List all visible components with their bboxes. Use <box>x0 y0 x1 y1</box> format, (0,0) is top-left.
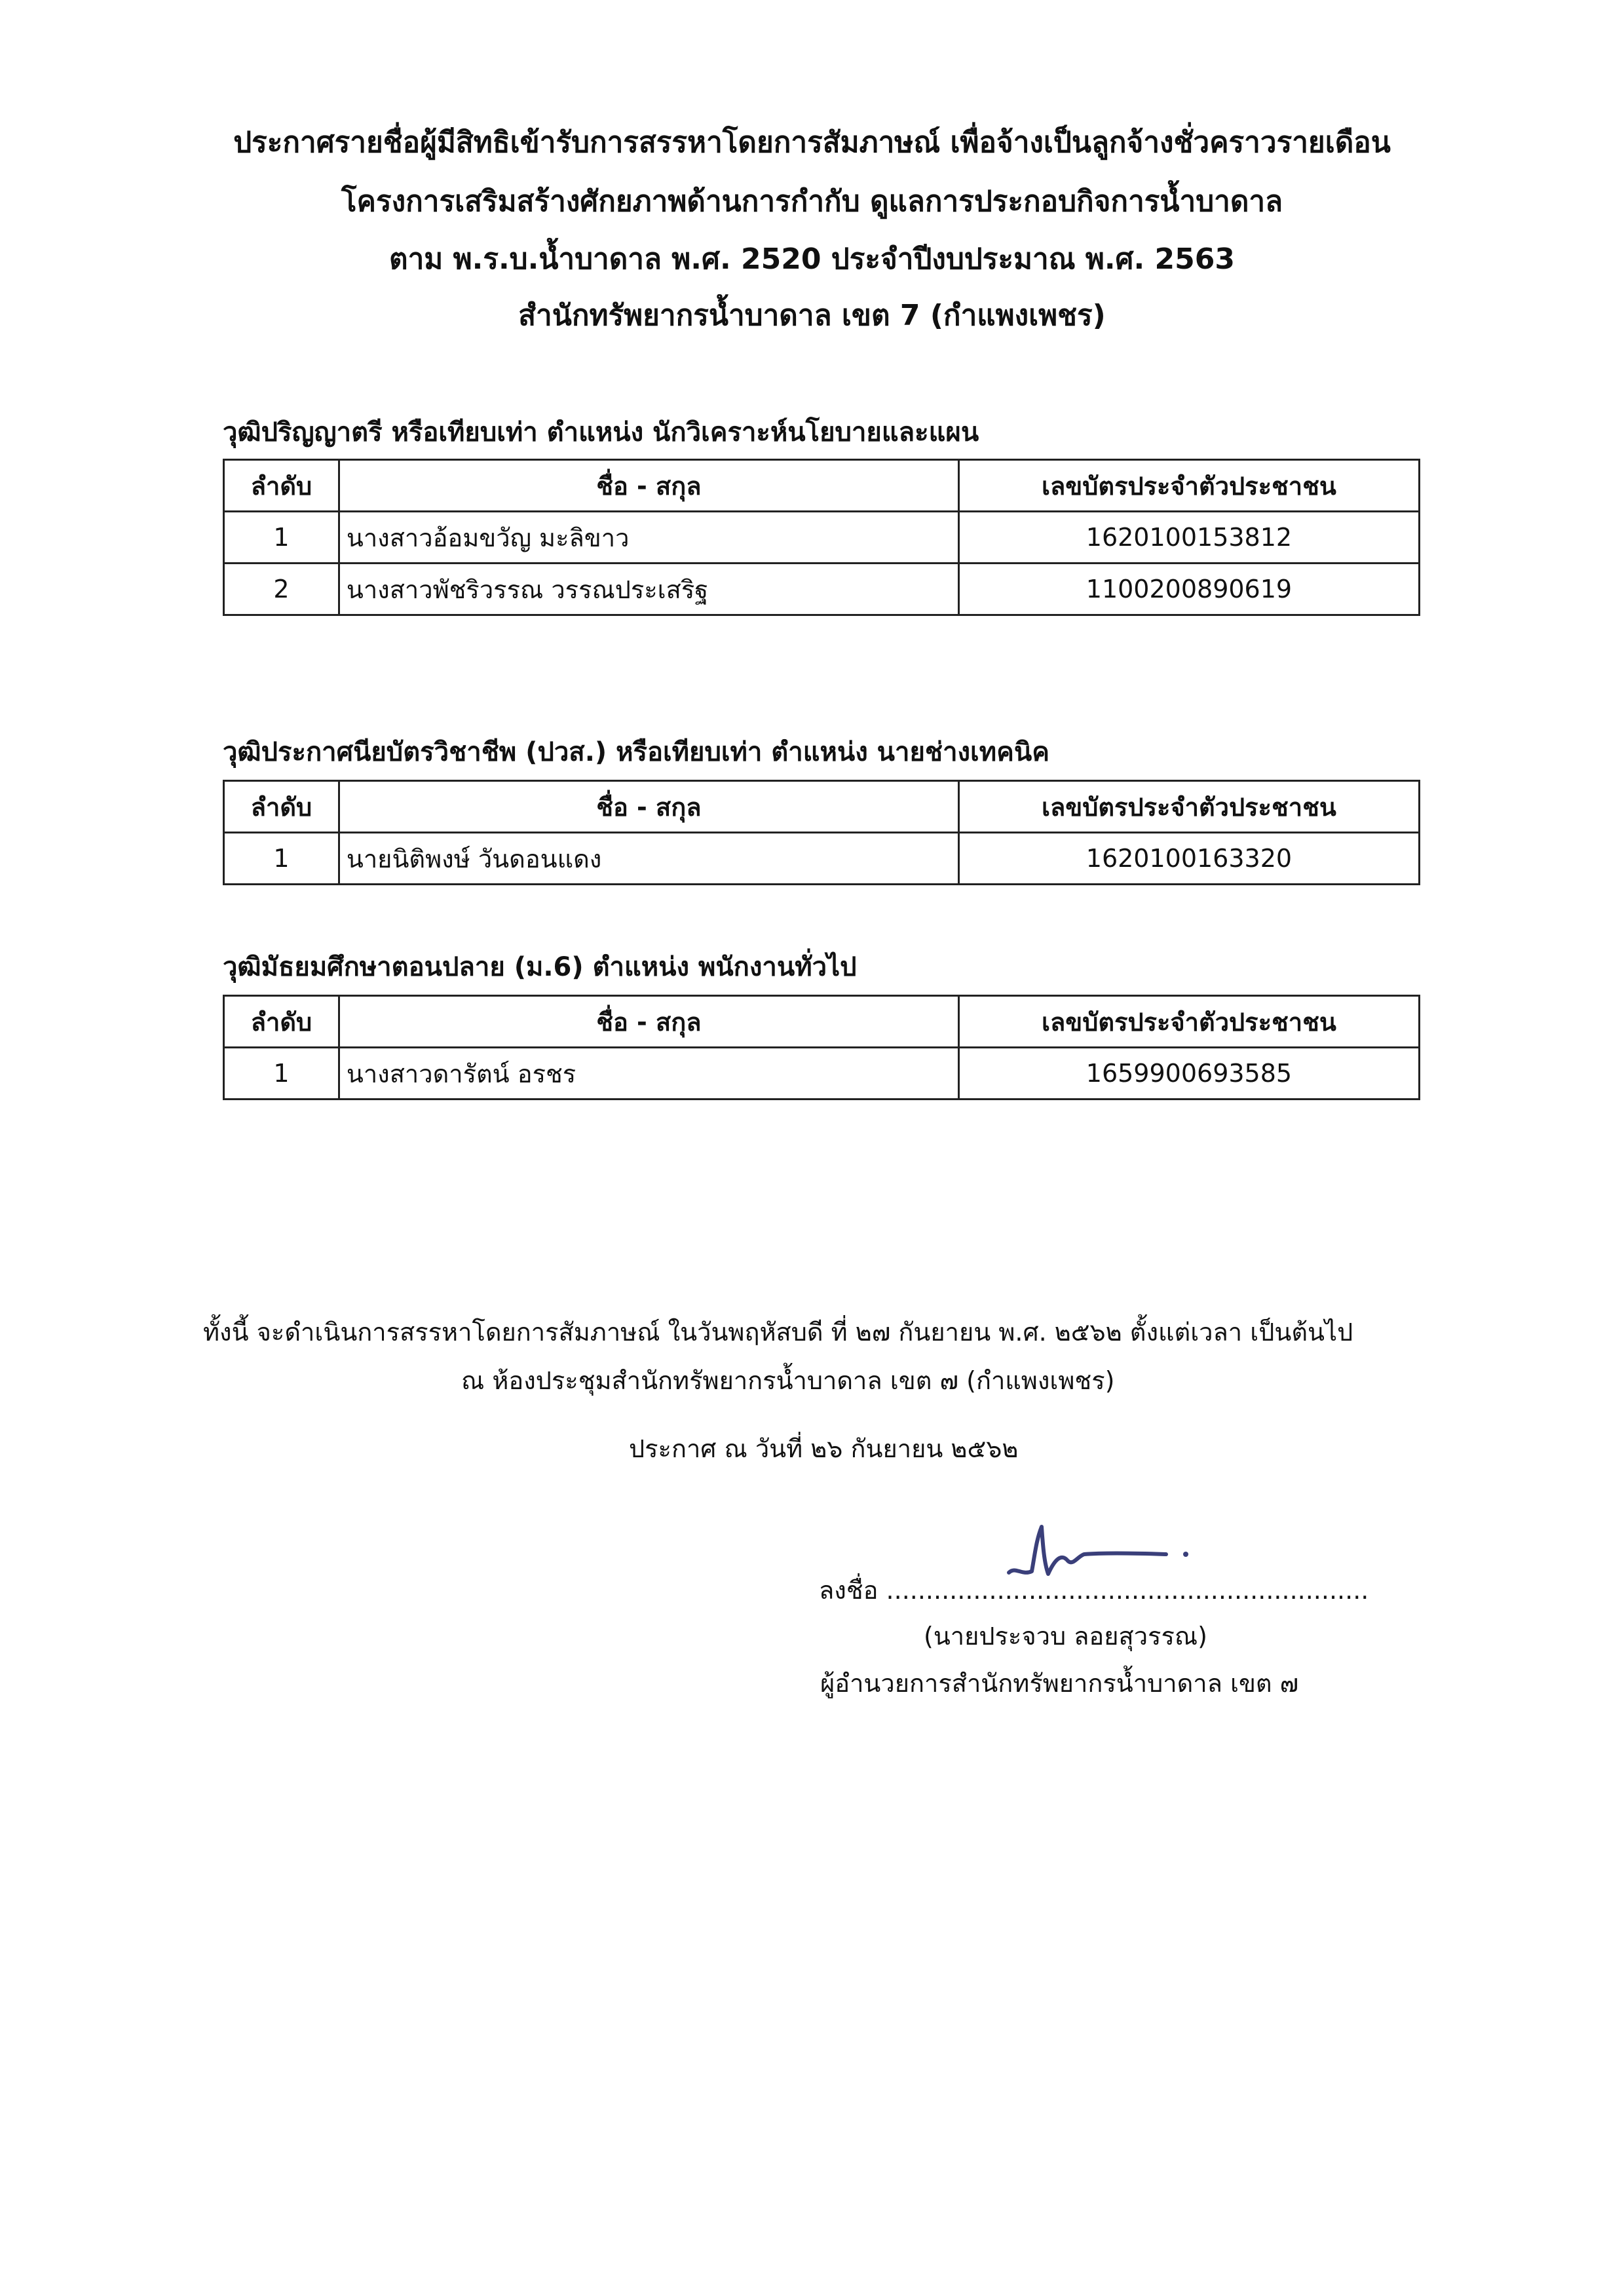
col-name-header: ชื่อ - สกุล <box>339 781 958 833</box>
row-name: นายนิติพงษ์ วันดอนแดง <box>339 833 958 885</box>
section-heading-vocational: วุฒิประกาศนียบัตรวิชาชีพ (ปวส.) หรือเทียบเท่า ตำแหน่ง นายช่างเทคนิค <box>223 737 1049 767</box>
signer-name: (นายประจวบ ลอยสุวรรณ) <box>924 1622 1207 1651</box>
table-vocational <box>223 780 1420 885</box>
col-name-header: ชื่อ - สกุล <box>339 460 958 512</box>
row-id: 1620100163320 <box>958 833 1419 885</box>
row-name: นางสาวดารัตน์ อรชร <box>339 1048 958 1100</box>
section-heading-secondary: วุฒิมัธยมศึกษาตอนปลาย (ม.6) ตำแหน่ง พนักงานทั่วไป <box>223 952 857 982</box>
header-line-2: โครงการเสริมสร้างศักยภาพด้านการกำกับ ดูแลการประกอบกิจการน้ำบาดาล <box>341 185 1283 218</box>
announce-date: ประกาศ ณ วันที่ ๒๖ กันยายน ๒๕๖๒ <box>629 1434 1019 1463</box>
table-header-row <box>224 460 1420 512</box>
schedule-line-1: ทั้งนี้ จะดำเนินการสรรหาโดยการสัมภาษณ์ ในวันพฤหัสบดี ที่ ๒๗ กันยายน พ.ศ. ๒๕๖๒ ตั้งแต่เวลา เป็นต้นไป <box>203 1318 1353 1347</box>
section-heading-bachelor: วุฒิปริญญาตรี หรือเทียบเท่า ตำแหน่ง นักวิเคราะห์นโยบายและแผน <box>223 417 979 448</box>
col-order-header: ลำดับ <box>224 781 339 833</box>
col-name-header: ชื่อ - สกุล <box>339 996 958 1048</box>
col-id-header: เลขบัตรประจำตัวประชาชน <box>958 781 1419 833</box>
table-header-row <box>224 781 1420 833</box>
signer-title: ผู้อำนวยการสำนักทรัพยากรน้ำบาดาล เขต ๗ <box>820 1669 1299 1698</box>
row-name: นางสาวพัชริวรรณ วรรณประเสริฐ <box>339 564 958 615</box>
table-row <box>224 833 1420 885</box>
row-order: 1 <box>224 512 339 564</box>
table-header-row <box>224 996 1420 1048</box>
header-line-3: ตาม พ.ร.บ.น้ำบาดาล พ.ศ. 2520 ประจำปีงบประมาณ พ.ศ. 2563 <box>389 242 1235 276</box>
table-secondary <box>223 995 1420 1100</box>
col-id-header: เลขบัตรประจำตัวประชาชน <box>958 460 1419 512</box>
schedule-line-2: ณ ห้องประชุมสำนักทรัพยากรน้ำบาดาล เขต ๗ (กำแพงเพชร) <box>461 1366 1115 1395</box>
row-order: 1 <box>224 833 339 885</box>
header-line-4: สำนักทรัพยากรน้ำบาดาล เขต 7 (กำแพงเพชร) <box>518 299 1106 332</box>
row-name: นางสาวอ้อมขวัญ มะลิขาว <box>339 512 958 564</box>
row-id: 1620100153812 <box>958 512 1419 564</box>
table-row <box>224 564 1420 615</box>
row-order: 2 <box>224 564 339 615</box>
signature-line: ลงชื่อ ............................................................. <box>819 1576 1369 1605</box>
table-row <box>224 1048 1420 1100</box>
header-line-1: ประกาศรายชื่อผู้มีสิทธิเข้ารับการสรรหาโดยการสัมภาษณ์ เพื่อจ้างเป็นลูกจ้างชั่วคราวรายเดือน <box>233 126 1391 159</box>
col-order-header: ลำดับ <box>224 460 339 512</box>
table-row <box>224 512 1420 564</box>
row-id: 1100200890619 <box>958 564 1419 615</box>
col-id-header: เลขบัตรประจำตัวประชาชน <box>958 996 1419 1048</box>
row-id: 1659900693585 <box>958 1048 1419 1100</box>
col-order-header: ลำดับ <box>224 996 339 1048</box>
table-bachelor <box>223 459 1420 616</box>
row-order: 1 <box>224 1048 339 1100</box>
